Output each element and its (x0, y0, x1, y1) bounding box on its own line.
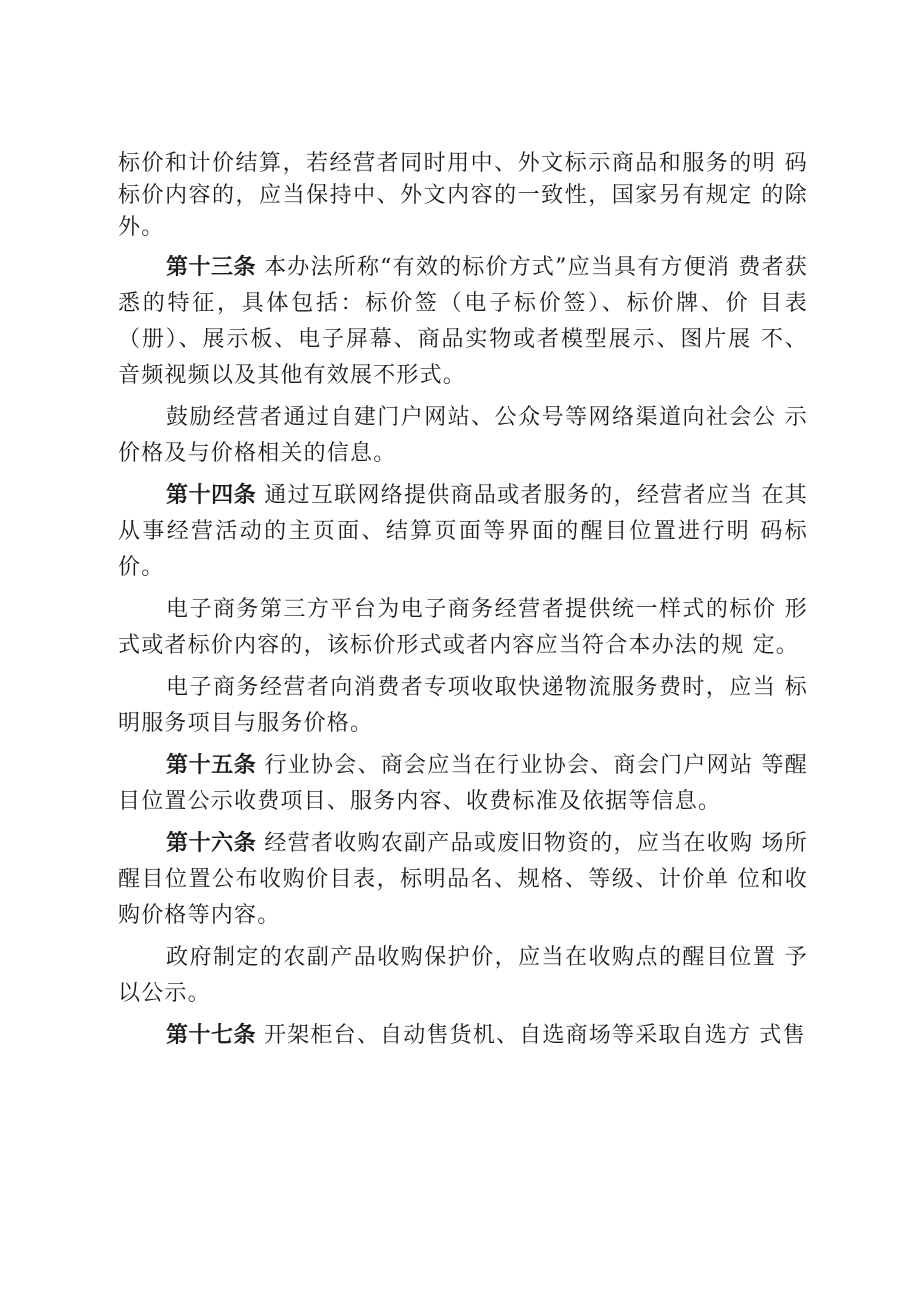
paragraph-1-text: 本办法所称“有效的标价方式”应当具有方便消 费者获悉的特征，具体包括：标价签（电子标价签）、标价牌、价 目表（册）、展示板、电子屏幕、商品实物或者模型展示、图片展 不、音频视频以及其他有效展不形式。 (118, 255, 808, 388)
article-17-number: 第十七条 (166, 1023, 257, 1048)
paragraph-4-text: 电子商务第三方平台为电子商务经营者提供统一样式的标价 形式或者标价内容的，该标价形式或者内容应当符合本办法的规 定。 (118, 597, 808, 658)
paragraph-3-text: 通过互联网络提供商品或者服务的，经营者应当 在其从事经营活动的主页面、结算页面等界面的醒目位置进行明 码标价。 (118, 483, 808, 580)
paragraph-2-text: 鼓励经营者通过自建门户网站、公众号等网络渠道向社会公 示价格及与价格相关的信息。 (118, 405, 808, 466)
article-14-number: 第十四条 (166, 483, 257, 508)
paragraph-7 (118, 826, 808, 934)
article-13-number: 第十三条 (166, 255, 257, 280)
paragraph-0-text: 标价和计价结算，若经营者同时用中、外文标示商品和服务的明 码标价内容的，应当保持中、外文内容的一致性，国家另有规定 的除外。 (118, 151, 808, 240)
paragraph-8 (118, 940, 808, 1012)
article-16-number: 第十六条 (166, 831, 257, 856)
article-15-number: 第十五条 (166, 753, 257, 778)
paragraph-1 (118, 250, 808, 394)
paragraph-2 (118, 400, 808, 472)
paragraph-5 (118, 670, 808, 742)
paragraph-6 (118, 748, 808, 820)
paragraph-3 (118, 478, 808, 586)
paragraph-9-text: 开架柜台、自动售货机、自选商场等采取自选方 式售 (264, 1023, 806, 1048)
paragraph-5-text: 电子商务经营者向消费者专项收取快递物流服务费时，应当 标明服务项目与服务价格。 (118, 675, 808, 736)
paragraph-4 (118, 592, 808, 664)
paragraph-6-text: 行业协会、商会应当在行业协会、商会门户网站 等醒目位置公示收费项目、服务内容、收费标准及依据等信息。 (118, 753, 808, 814)
paragraph-7-text: 经营者收购农副产品或废旧物资的，应当在收购 场所醒目位置公布收购价目表，标明品名、规格、等级、计价单 位和收购价格等内容。 (118, 831, 808, 928)
paragraph-9 (118, 1018, 808, 1054)
paragraph-8-text: 政府制定的农副产品收购保护价，应当在收购点的醒目位置 予以公示。 (118, 945, 808, 1006)
paragraph-0 (118, 148, 808, 244)
document-page (118, 148, 808, 1060)
